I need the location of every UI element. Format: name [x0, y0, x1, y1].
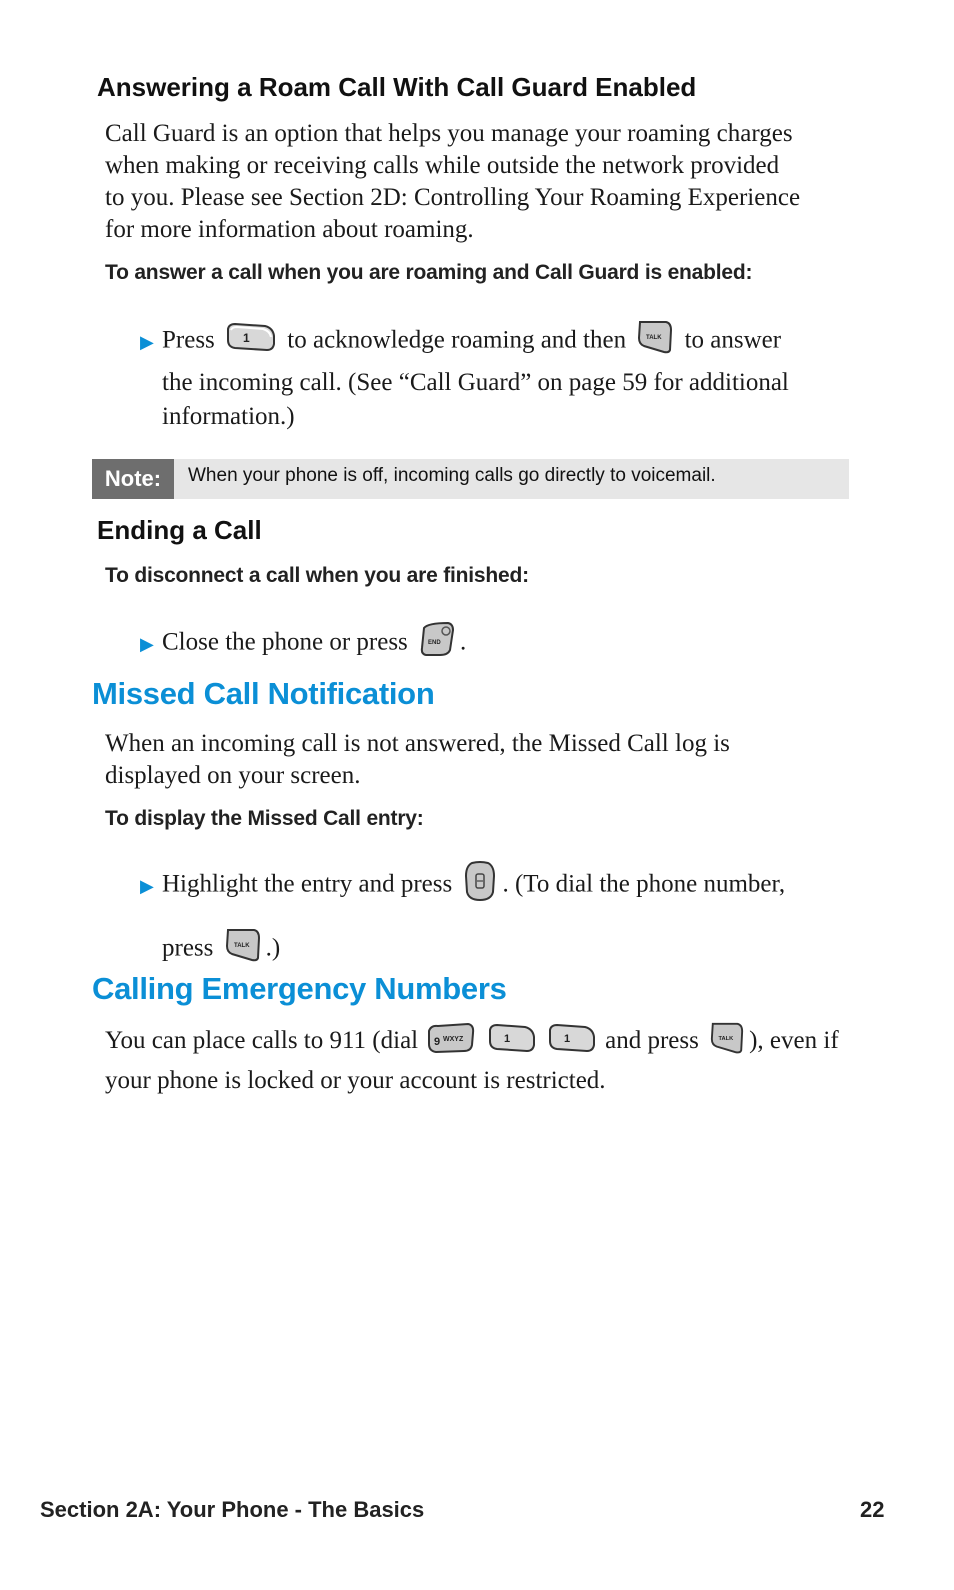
bullet-text: Highlight the entry and press — [162, 870, 453, 898]
roam-para-line: when making or receiving calls while outside the network provided — [105, 152, 780, 179]
menu-ok-key-icon — [462, 860, 498, 912]
key-1-icon — [225, 320, 277, 364]
triangle-bullet-icon: ▶ — [140, 875, 154, 897]
missed-heading: Missed Call Notification — [92, 676, 435, 711]
bullet-text: .) — [265, 934, 281, 962]
roam-paragraph — [105, 118, 875, 246]
missed-para-line: displayed on your screen. — [105, 762, 361, 789]
missed-paragraph — [105, 728, 875, 792]
bullet-text: to acknowledge roaming and then — [287, 326, 627, 354]
bullet-text: Press — [162, 326, 215, 354]
page-number: 22 — [860, 1497, 885, 1522]
ending-heading: Ending a Call — [97, 515, 262, 545]
bullet-line: information.) — [162, 403, 295, 430]
bullet-text: press — [162, 934, 214, 962]
key-1-icon — [547, 1021, 597, 1064]
talk-key-label: TALK — [233, 943, 250, 949]
missed-para-line: When an incoming call is not answered, the Missed Call log is — [105, 730, 730, 757]
talk-key-icon — [636, 318, 674, 366]
talk-key-icon — [709, 1020, 745, 1065]
key-1-label: 1 — [243, 331, 250, 345]
roam-heading: Answering a Roam Call With Call Guard Enabled — [97, 72, 697, 102]
key-1-label: 1 — [503, 1033, 510, 1045]
ending-bullet — [140, 620, 466, 668]
roam-bullet — [140, 318, 860, 434]
emergency-text: your phone is locked or your account is restricted. — [105, 1067, 606, 1094]
missed-lead: To display the Missed Call entry: — [105, 807, 424, 830]
roam-para-line: for more information about roaming. — [105, 216, 474, 243]
roam-para-line: to you. Please see Section 2D: Controlling Your Roaming Experience — [105, 184, 801, 211]
note-label: Note: — [92, 459, 174, 499]
emergency-text: ), even if — [749, 1027, 839, 1055]
talk-key-label: TALK — [718, 1035, 734, 1042]
bullet-line: the incoming call. (See “Call Guard” on page 59 for additional — [162, 369, 789, 396]
end-key-icon — [418, 620, 456, 668]
roam-para-line: Call Guard is an option that helps you manage your roaming charges — [105, 120, 793, 147]
talk-key-icon — [224, 926, 262, 974]
triangle-bullet-icon: ▶ — [140, 633, 154, 655]
key-1-label: 1 — [563, 1033, 570, 1045]
key-9-label: 9 — [434, 1036, 441, 1048]
bullet-text: . — [460, 628, 467, 656]
triangle-bullet-icon: ▶ — [140, 331, 154, 353]
bullet-text: . (To dial the phone number, — [502, 870, 786, 898]
emergency-text: You can place calls to 911 (dial — [105, 1027, 419, 1055]
emergency-text: and press — [605, 1027, 699, 1055]
bullet-text: Close the phone or press — [162, 628, 408, 656]
missed-bullet — [140, 860, 880, 974]
key-1-icon — [487, 1021, 537, 1064]
note-text: When your phone is off, incoming calls go directly to voicemail. — [188, 465, 716, 486]
key-9-icon — [426, 1021, 476, 1064]
emergency-heading: Calling Emergency Numbers — [92, 971, 507, 1006]
footer-section: Section 2A: Your Phone - The Basics — [40, 1497, 425, 1522]
emergency-paragraph — [105, 1020, 875, 1097]
bullet-text: to answer — [684, 326, 782, 354]
talk-key-label: TALK — [646, 335, 662, 341]
ending-lead: To disconnect a call when you are finished: — [105, 564, 529, 587]
end-key-label: END — [428, 640, 441, 646]
key-9-letters: WXYZ — [443, 1036, 464, 1043]
roam-lead: To answer a call when you are roaming and Call Guard is enabled: — [105, 261, 753, 284]
